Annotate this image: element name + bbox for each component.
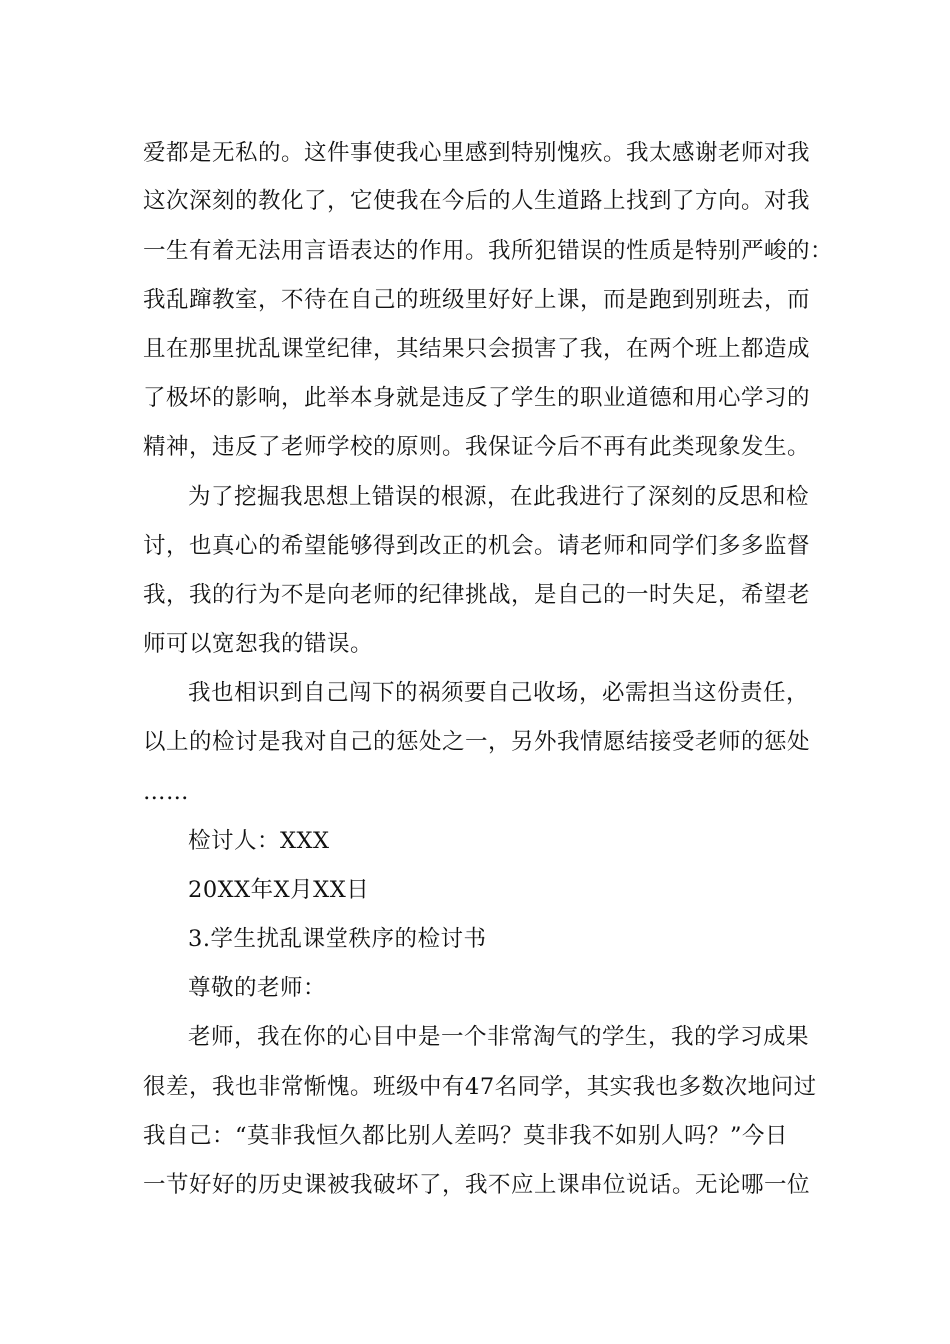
text-line: 精神，违反了老师学校的原则。我保证今后不再有此类现象发生。 [143, 434, 811, 460]
text-line: 以上的检讨是我对自己的惩处之一，另外我情愿结接受老师的惩处 [143, 729, 811, 755]
text-line: 且在那里扰乱课堂纪律，其结果只会损害了我，在两个班上都造成 [143, 336, 811, 362]
text-line: 师可以宽恕我的错误。 [143, 631, 374, 657]
text-line: 我自己：“莫非我恒久都比别人差吗？莫非我不如别人吗？”今日 [143, 1123, 789, 1149]
paragraph-start-line: 我也相识到自己闯下的祸须要自己收场，必需担当这份责任， [188, 680, 810, 706]
date-line: 20XX年X月XX日 [188, 877, 370, 903]
text-line: 讨，也真心的希望能够得到改正的机会。请老师和同学们多多监督 [143, 533, 811, 559]
text-line: 我，我的行为不是向老师的纪律挑战，是自己的一时失足，希望老 [143, 582, 811, 608]
paragraph-start-line: 老师，我在你的心目中是一个非常淘气的学生，我的学习成果 [188, 1024, 810, 1050]
text-line: 我乱蹿教室，不待在自己的班级里好好上课，而是跑到别班去，而 [143, 287, 811, 313]
signature-line: 检讨人：XXX [188, 828, 330, 854]
ellipsis-line: …… [143, 779, 189, 805]
text-line: 了极坏的影响，此举本身就是违反了学生的职业道德和用心学习的 [143, 385, 811, 411]
text-line: 很差，我也非常惭愧。班级中有47名同学，其实我也多数次地问过 [143, 1074, 817, 1100]
salutation: 尊敬的老师： [188, 975, 327, 1001]
text-line: 这次深刻的教化了，它使我在今后的人生道路上找到了方向。对我 [143, 188, 811, 214]
text-line: 一节好好的历史课被我破坏了，我不应上课串位说话。无论哪一位 [143, 1172, 811, 1198]
text-line: 爱都是无私的。这件事使我心里感到特别愧疚。我太感谢老师对我 [143, 140, 811, 166]
paragraph-start-line: 为了挖掘我思想上错误的根源，在此我进行了深刻的反思和检 [188, 484, 810, 510]
section-heading: 3.学生扰乱课堂秩序的检讨书 [188, 926, 487, 952]
text-line: 一生有着无法用言语表达的作用。我所犯错误的性质是特别严峻的： [143, 238, 834, 264]
